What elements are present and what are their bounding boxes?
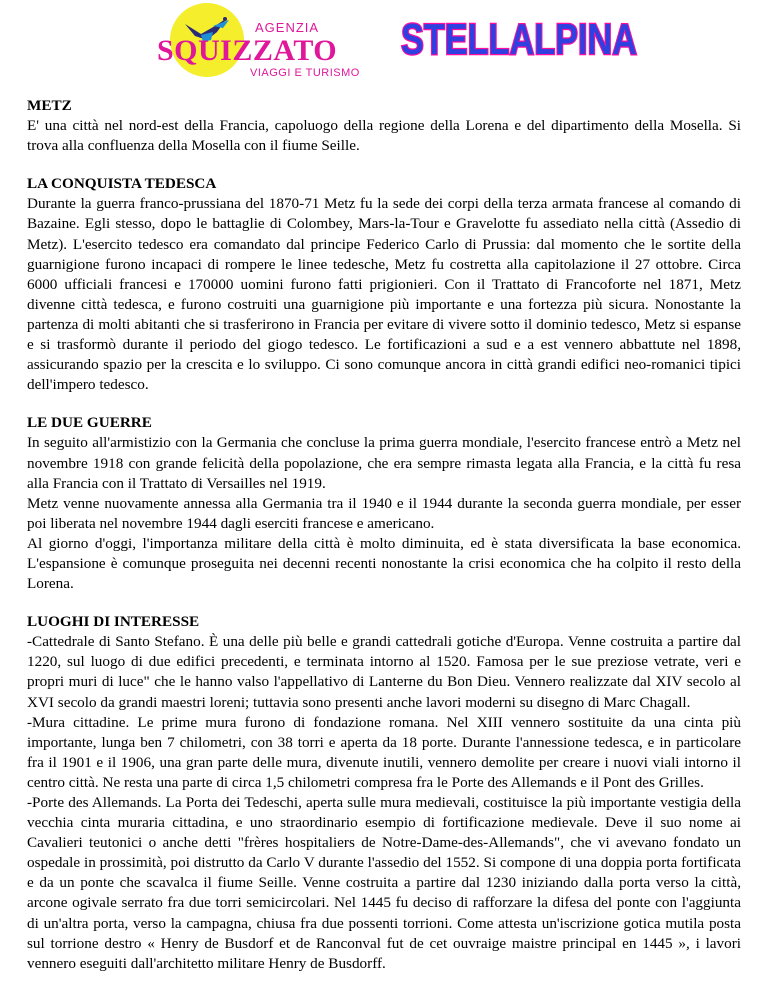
section-luoghi-di-interesse	[27, 612, 741, 974]
section-conquista-tedesca	[27, 174, 741, 395]
section-heading: METZ	[27, 97, 72, 114]
header-logos	[0, 0, 768, 90]
paragraph: -Mura cittadine. Le prime mura furono di fondazione romana. Nel XIII vennero sostituite da una cinta più importante, lunga ben 7 chilometri, con 38 torri e aperta da 18 porte. Durante l'annessione tedesca, e in particolare fra il 1901 e il 1906, una gran parte delle mura, divenute inutili, vennero demolite per creare i nuovi viali intorno il centro città. Ne resta una parte di circa 1,5 chilometri compresa fra le Porte des Allemands e il Pont des Grilles.	[27, 713, 741, 791]
svg-text:SQUIZZATO: SQUIZZATO	[157, 34, 338, 67]
agenzia-squizzato-logo	[155, 2, 370, 80]
paragraph: -Cattedrale di Santo Stefano. È una delle più belle e grandi cattedrali gotiche d'Europa. Venne costruita a partire dal 1220, sul luogo di due edifici precedenti, e terminata intorno al 1520. Famosa per le sue preziose vetrate, veri e propri muri di luce" che le hanno valso l'appellativo di Lanterne du Bon Dieu. Vennero realizzate dal XIV secolo al XVI secolo da grandi maestri loreni; tuttavia sono presenti anche lavori moderni su disegno di Marc Chagall.	[27, 633, 741, 711]
svg-text:VIAGGI E TURISMO: VIAGGI E TURISMO	[250, 67, 360, 79]
svg-text:STELLALPINA: STELLALPINA	[401, 15, 637, 64]
paragraph: In seguito all'armistizio con la Germania che concluse la prima guerra mondiale, l'esercito francese entrò a Metz nel novembre 1918 con grande felicità della popolazione, che era sempre rimasta legata alla Francia, e la città fu resa alla Francia con il Trattato di Versailles nel 1919.	[27, 434, 741, 492]
svg-text:AGENZIA: AGENZIA	[255, 20, 320, 35]
paragraph: Al giorno d'oggi, l'importanza militare della città è molto diminuita, ed è stata diversificata la base economica. L'espansione è comunque proseguita nei decenni recenti nonostante la crisi economica che ha colpito il resto della Lorena.	[27, 534, 741, 593]
paragraph: Durante la guerra franco-prussiana del 1870-71 Metz fu la sede dei corpi della terza armata francese al comando di Bazaine. Egli stesso, dopo le battaglie di Colombey, Mars-la-Tour e Gravelotte fu assediato nella città (Assedio di Metz). L'esercito tedesco era comandato dal principe Federico Carlo di Prussia: dal momento che le sortite della guarnigione furono incapaci di rompere le linee tedesche, Metz fu costretta alla capitolazione il 27 ottobre. Circa 6000 ufficiali francesi e 170000 uomini furono fatti prigionieri. Con il Trattato di Francoforte nel 1871, Metz divenne città tedesca, e furono costruiti una guarnigione più importante e una fortezza più sicura. Nonostante la partenza di molti abitanti che si trasferirono in Francia per evitare di vivere sotto il dominio tedesco, Metz si espanse e si trasformò durante il periodo del giogo tedesco. Le fortificazioni a sud e a est vennero abbattute nel 1898, assicurando spazio per la crescita e lo sviluppo. Ci sono comunque ancora in città grandi edifici neo-romanici tipici dell'impero tedesco.	[27, 195, 741, 394]
section-heading: LUOGHI DI INTERESSE	[27, 613, 200, 631]
paragraph: E' una città nel nord-est della Francia, capoluogo della regione della Lorena e del dipartimento della Mosella. Si trova alla confluenza della Mosella con il fiume Seille.	[27, 117, 741, 155]
document-body	[27, 96, 741, 974]
paragraph: Metz venne nuovamente annessa alla Germania tra il 1940 e il 1944 durante la seconda guerra mondiale, per esser poi liberata nel novembre 1944 dagli eserciti francese e americano.	[27, 494, 741, 532]
stellalpina-logo	[397, 10, 642, 66]
section-due-guerre	[27, 413, 741, 594]
section-metz	[27, 96, 741, 156]
paragraph: -Porte des Allemands. La Porta dei Tedeschi, aperta sulle mura medievali, costituisce la più importante vestigia della vecchia cinta muraria cittadina, e uno straordinario esempio di fortificazione medievale. Deve il suo nome ai Cavalieri teutonici o anche detti "frères hospitaliers de Notre-Dame-des-Allemands", che vi avevano fondato un ospedale in prossimità, poi distrutto da Carlo V durante l'assedio del 1552. Si compone di una doppia porta fortificata e da un ponte che scavalca il fiume Seille. Venne costruita a partire dal 1230 iniziando dalla porta verso la città, arcone ogivale serrato fra due torri semicircolari. Nel 1445 fu deciso di rafforzare la difesa del ponte con l'aggiunta di un'altra porta, verso la campagna, chiusa fra due possenti torrioni. Come attesta un'iscrizione gotica mutila posta sul torrione destro « Henry de Busdorf et de Ranconval fut de cet ouvraige maistre principal en 1445 », i lavori vennero eseguiti dall'architetto militare Henry de Busdorff.	[27, 794, 741, 972]
section-heading: LA CONQUISTA TEDESCA	[27, 175, 217, 193]
section-heading: LE DUE GUERRE	[27, 414, 152, 432]
